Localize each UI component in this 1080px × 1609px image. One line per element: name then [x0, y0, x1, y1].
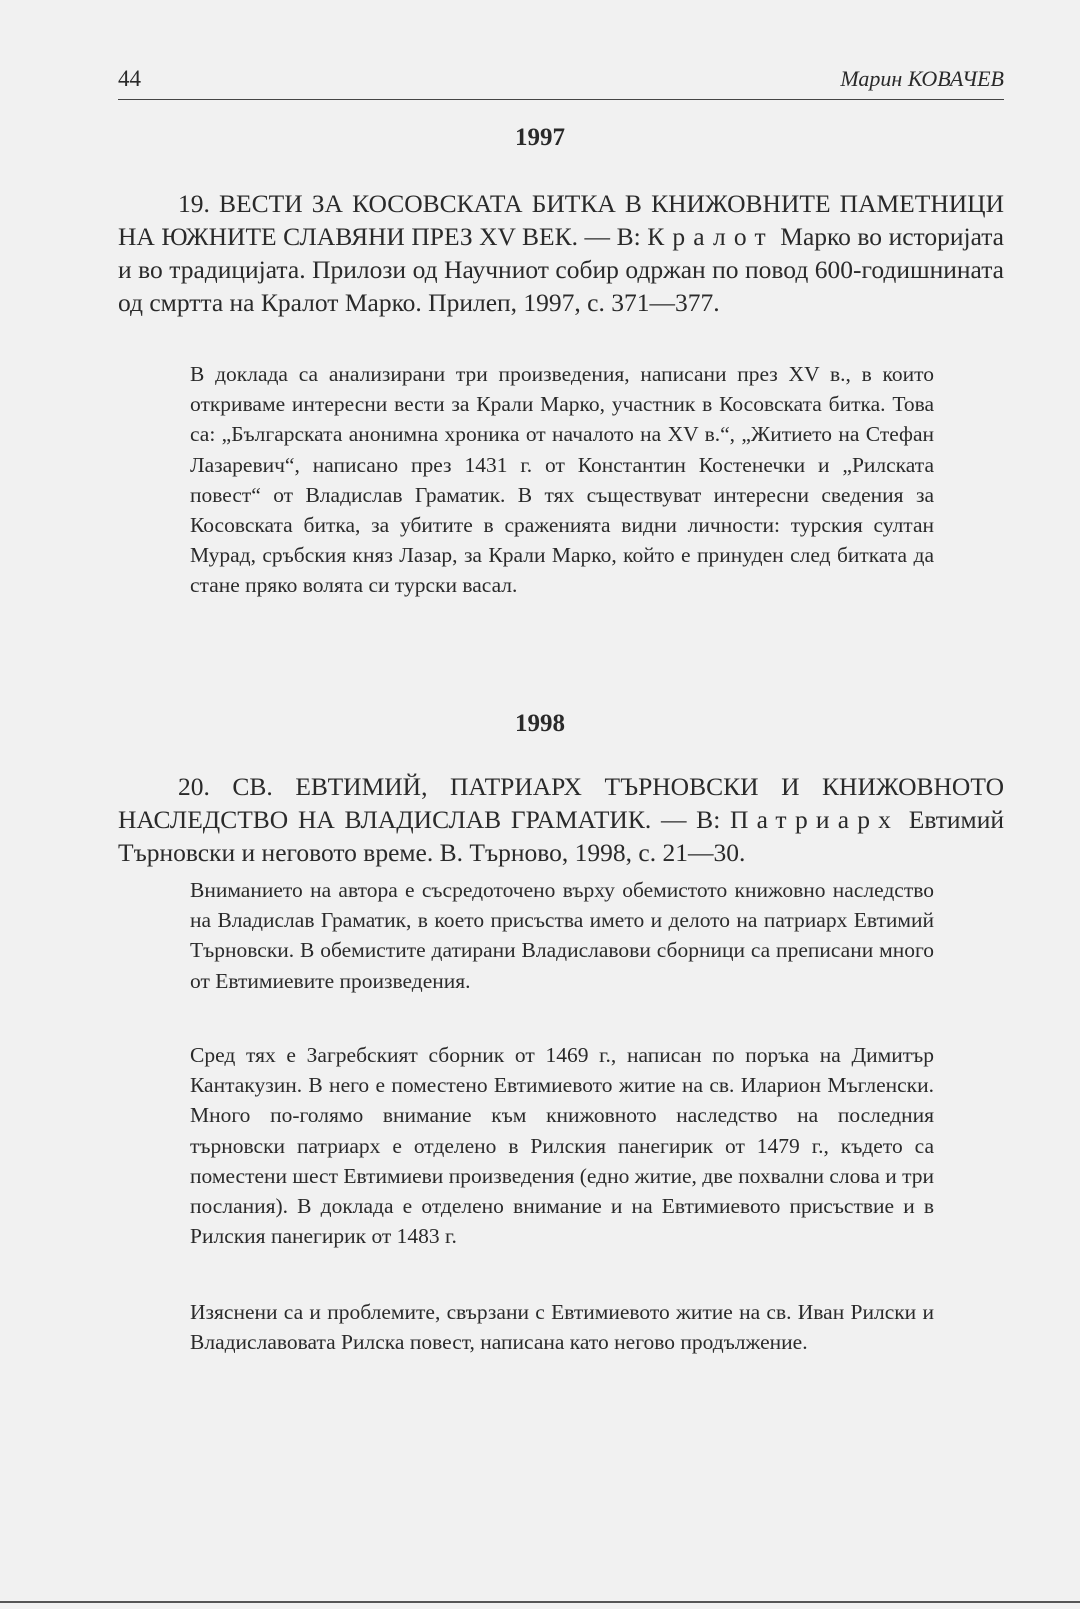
- year-heading-1997: 1997: [515, 124, 565, 151]
- running-head: [118, 62, 1004, 102]
- bibliography-entry-20: [118, 770, 1004, 869]
- entry-source: Евтимий Търновски и неговото време. В. Търново, 1998, с. 21—30.: [118, 805, 1004, 867]
- abstract-paragraph: Изяснени са и проблемите, свързани с Евтимиевото житие на св. Иван Рилски и Владиславовата Рилска повест, написана като негово продължение.: [190, 1300, 934, 1355]
- year-heading-1998: 1998: [515, 710, 565, 737]
- bottom-edge-rule: [0, 1601, 1080, 1603]
- bibliography-entry-19: [118, 187, 1004, 319]
- running-head-author: Марин КОВАЧЕВ: [840, 66, 1004, 91]
- entry-source: Марко во историјата и во традицијата. Прилози од Научниот собир одржан по повод 600-годишнината од смртта на Кралот Марко. Прилеп, 1997, с. 371—377.: [118, 222, 1005, 317]
- abstract-paragraph: В доклада са анализирани три произведения, написани през XV в., в които откриваме интересни вести за Крали Марко, участник в Косовската битка. Това са: „Българската анонимна хроника от началото на XV в.“, „Житието на Стефан Лазаревич“, написано през 1431 г. от Константин Костенечки и „Рилската повест“ от Владислав Граматик. В тях съществуват интересни сведения за Косовската битка, за убитите в сраженията видни личности: турския султан Мурад, сръбския княз Лазар, за Крали Марко, който е принуден след битката да стане пряко волята си турски васал.: [190, 362, 934, 598]
- entry-source-spaced: Патриарх: [730, 805, 900, 834]
- header-rule: [118, 99, 1004, 100]
- abstract-paragraph: Сред тях е Загребският сборник от 1469 г., написан по поръка на Димитър Кантакузин. В него е поместено Евтимиевото житие на св. Иларион Мъгленски. Много по-голямо внимание към книжовното наследство на последния търновски патриарх е отделено в Рилския панегирик от 1479 г., където са поместени шест Евтимиеви произведения (едно житие, две похвални слова и три послания). В доклада е отделено внимание и на Евтимиевото присъствие и в Рилския панегирик от 1483 г.: [190, 1043, 934, 1249]
- page-number: 44: [118, 66, 141, 91]
- entry-title: 20. СВ. ЕВТИМИЙ, ПАТРИАРХ ТЪРНОВСКИ И КНИЖОВНОТО НАСЛЕДСТВО НА ВЛАДИСЛАВ ГРАМАТИК. — В:: [118, 772, 1004, 834]
- entry-title: 19. ВЕСТИ ЗА КОСОВСКАТА БИТКА В КНИЖОВНИТЕ ПАМЕТНИЦИ НА ЮЖНИТЕ СЛАВЯНИ ПРЕЗ XV ВЕК. — В:: [118, 189, 1004, 251]
- abstract-paragraph: Вниманието на автора е съсредоточено върху обемистото книжовно наследство на Владислав Граматик, в което присъства името и делото на патриарх Евтимий Търновски. В обемистите датирани Владиславови сборници са преписани много от Евтимиевите произведения.: [190, 878, 934, 993]
- entry-source-spaced: Кралот: [647, 222, 774, 251]
